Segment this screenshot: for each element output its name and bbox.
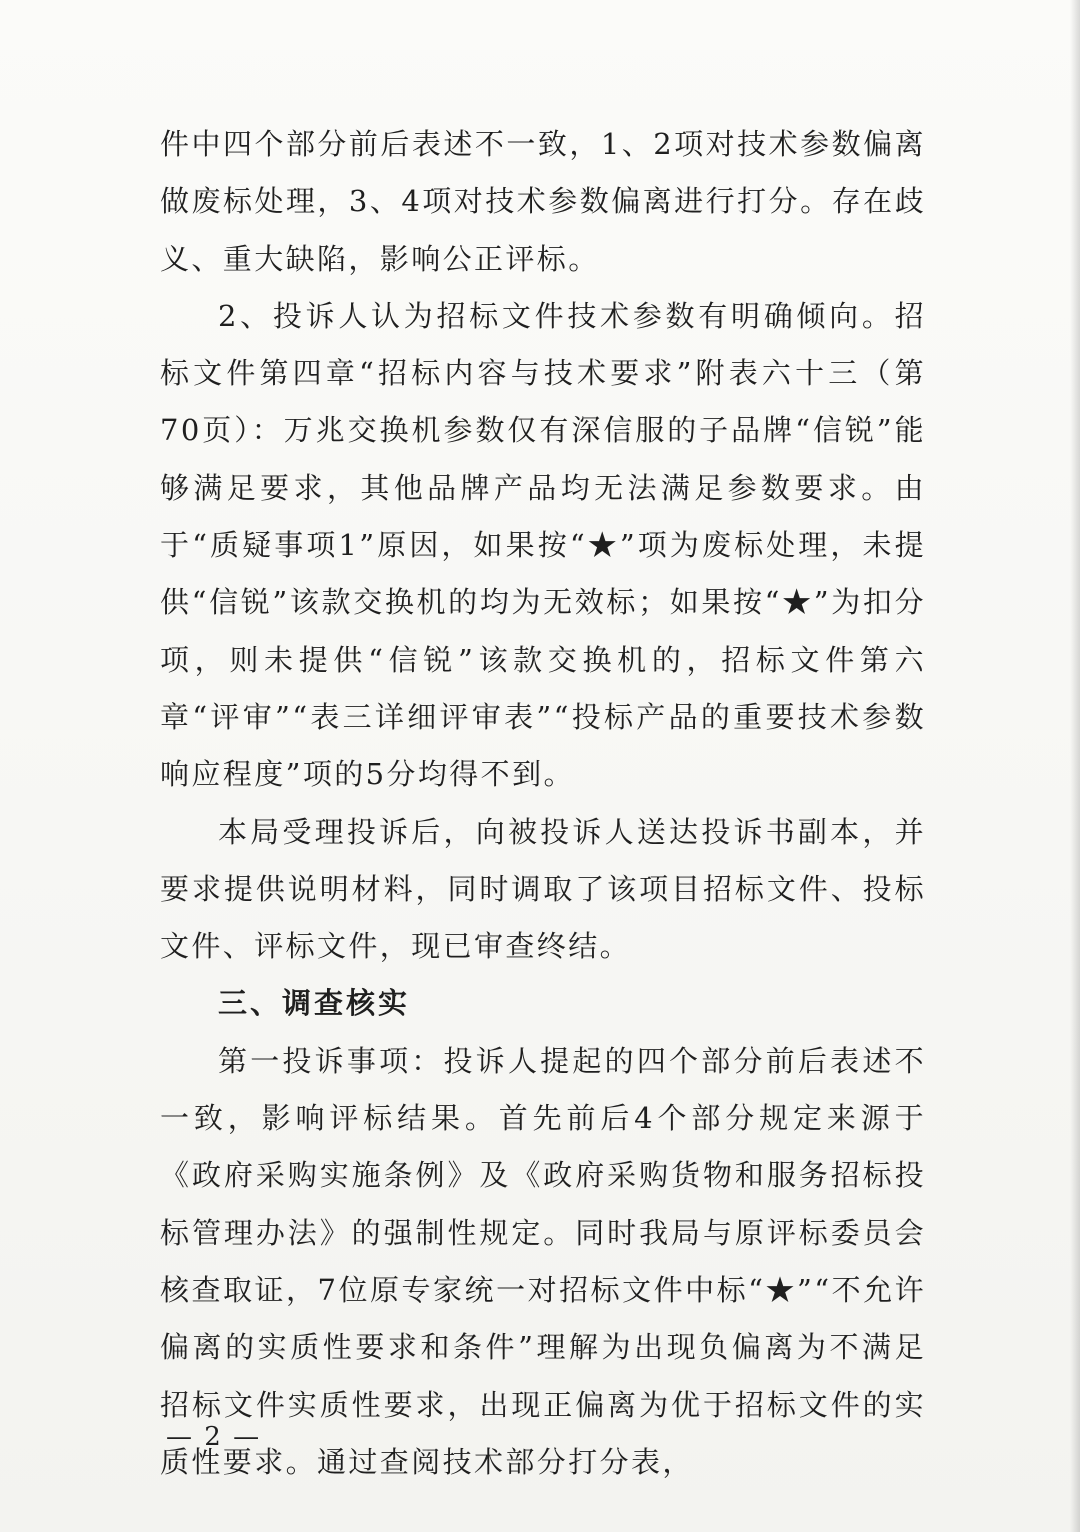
paragraph-complaint-item-2: 2、投诉人认为招标文件技术参数有明确倾向。招标文件第四章“招标内容与技术要求”附表六十三（第70页）：万兆交换机参数仅有深信服的子品牌“信锐”能够满足要求，其他品牌产品均无法满足参数要求。由于“质疑事项1”原因，如果按“★”项为废标处理，未提供“信锐”该款交换机的均为无效标；如果按“★”为扣分项，则未提供“信锐”该款交换机的，招标文件第六章“评审”“表三详细评审表”“投标产品的重要技术参数响应程度”项的5分均得不到。 [160, 298, 926, 792]
section-heading-investigation: 三、调查核实 [218, 986, 411, 1021]
paragraph-continuation: 件中四个部分前后表述不一致，1、2项对技术参数偏离做废标处理，3、4项对技术参数偏离进行打分。存在歧义、重大缺陷，影响公正评标。 [160, 127, 926, 276]
document-body [160, 116, 926, 1491]
paragraph-acceptance: 本局受理投诉后，向被投诉人送达投诉书副本，并要求提供说明材料，同时调取了该项目招标文件、投标文件、评标文件，现已审查终结。 [160, 814, 926, 964]
page-number: — 2 — [166, 1422, 262, 1452]
paragraph-first-complaint: 第一投诉事项：投诉人提起的四个部分前后表述不一致，影响评标结果。首先前后4个部分规定来源于《政府采购实施条例》及《政府采购货物和服务招标投标管理办法》的强制性规定。同时我局与原评标委员会核查取证，7位原专家统一对招标文件中标“★”“不允许偏离的实质性要求和条件”理解为出现负偏离为不满足招标文件实质性要求，出现正偏离为优于招标文件的实质性要求。通过查阅技术部分打分表， [160, 1043, 926, 1479]
